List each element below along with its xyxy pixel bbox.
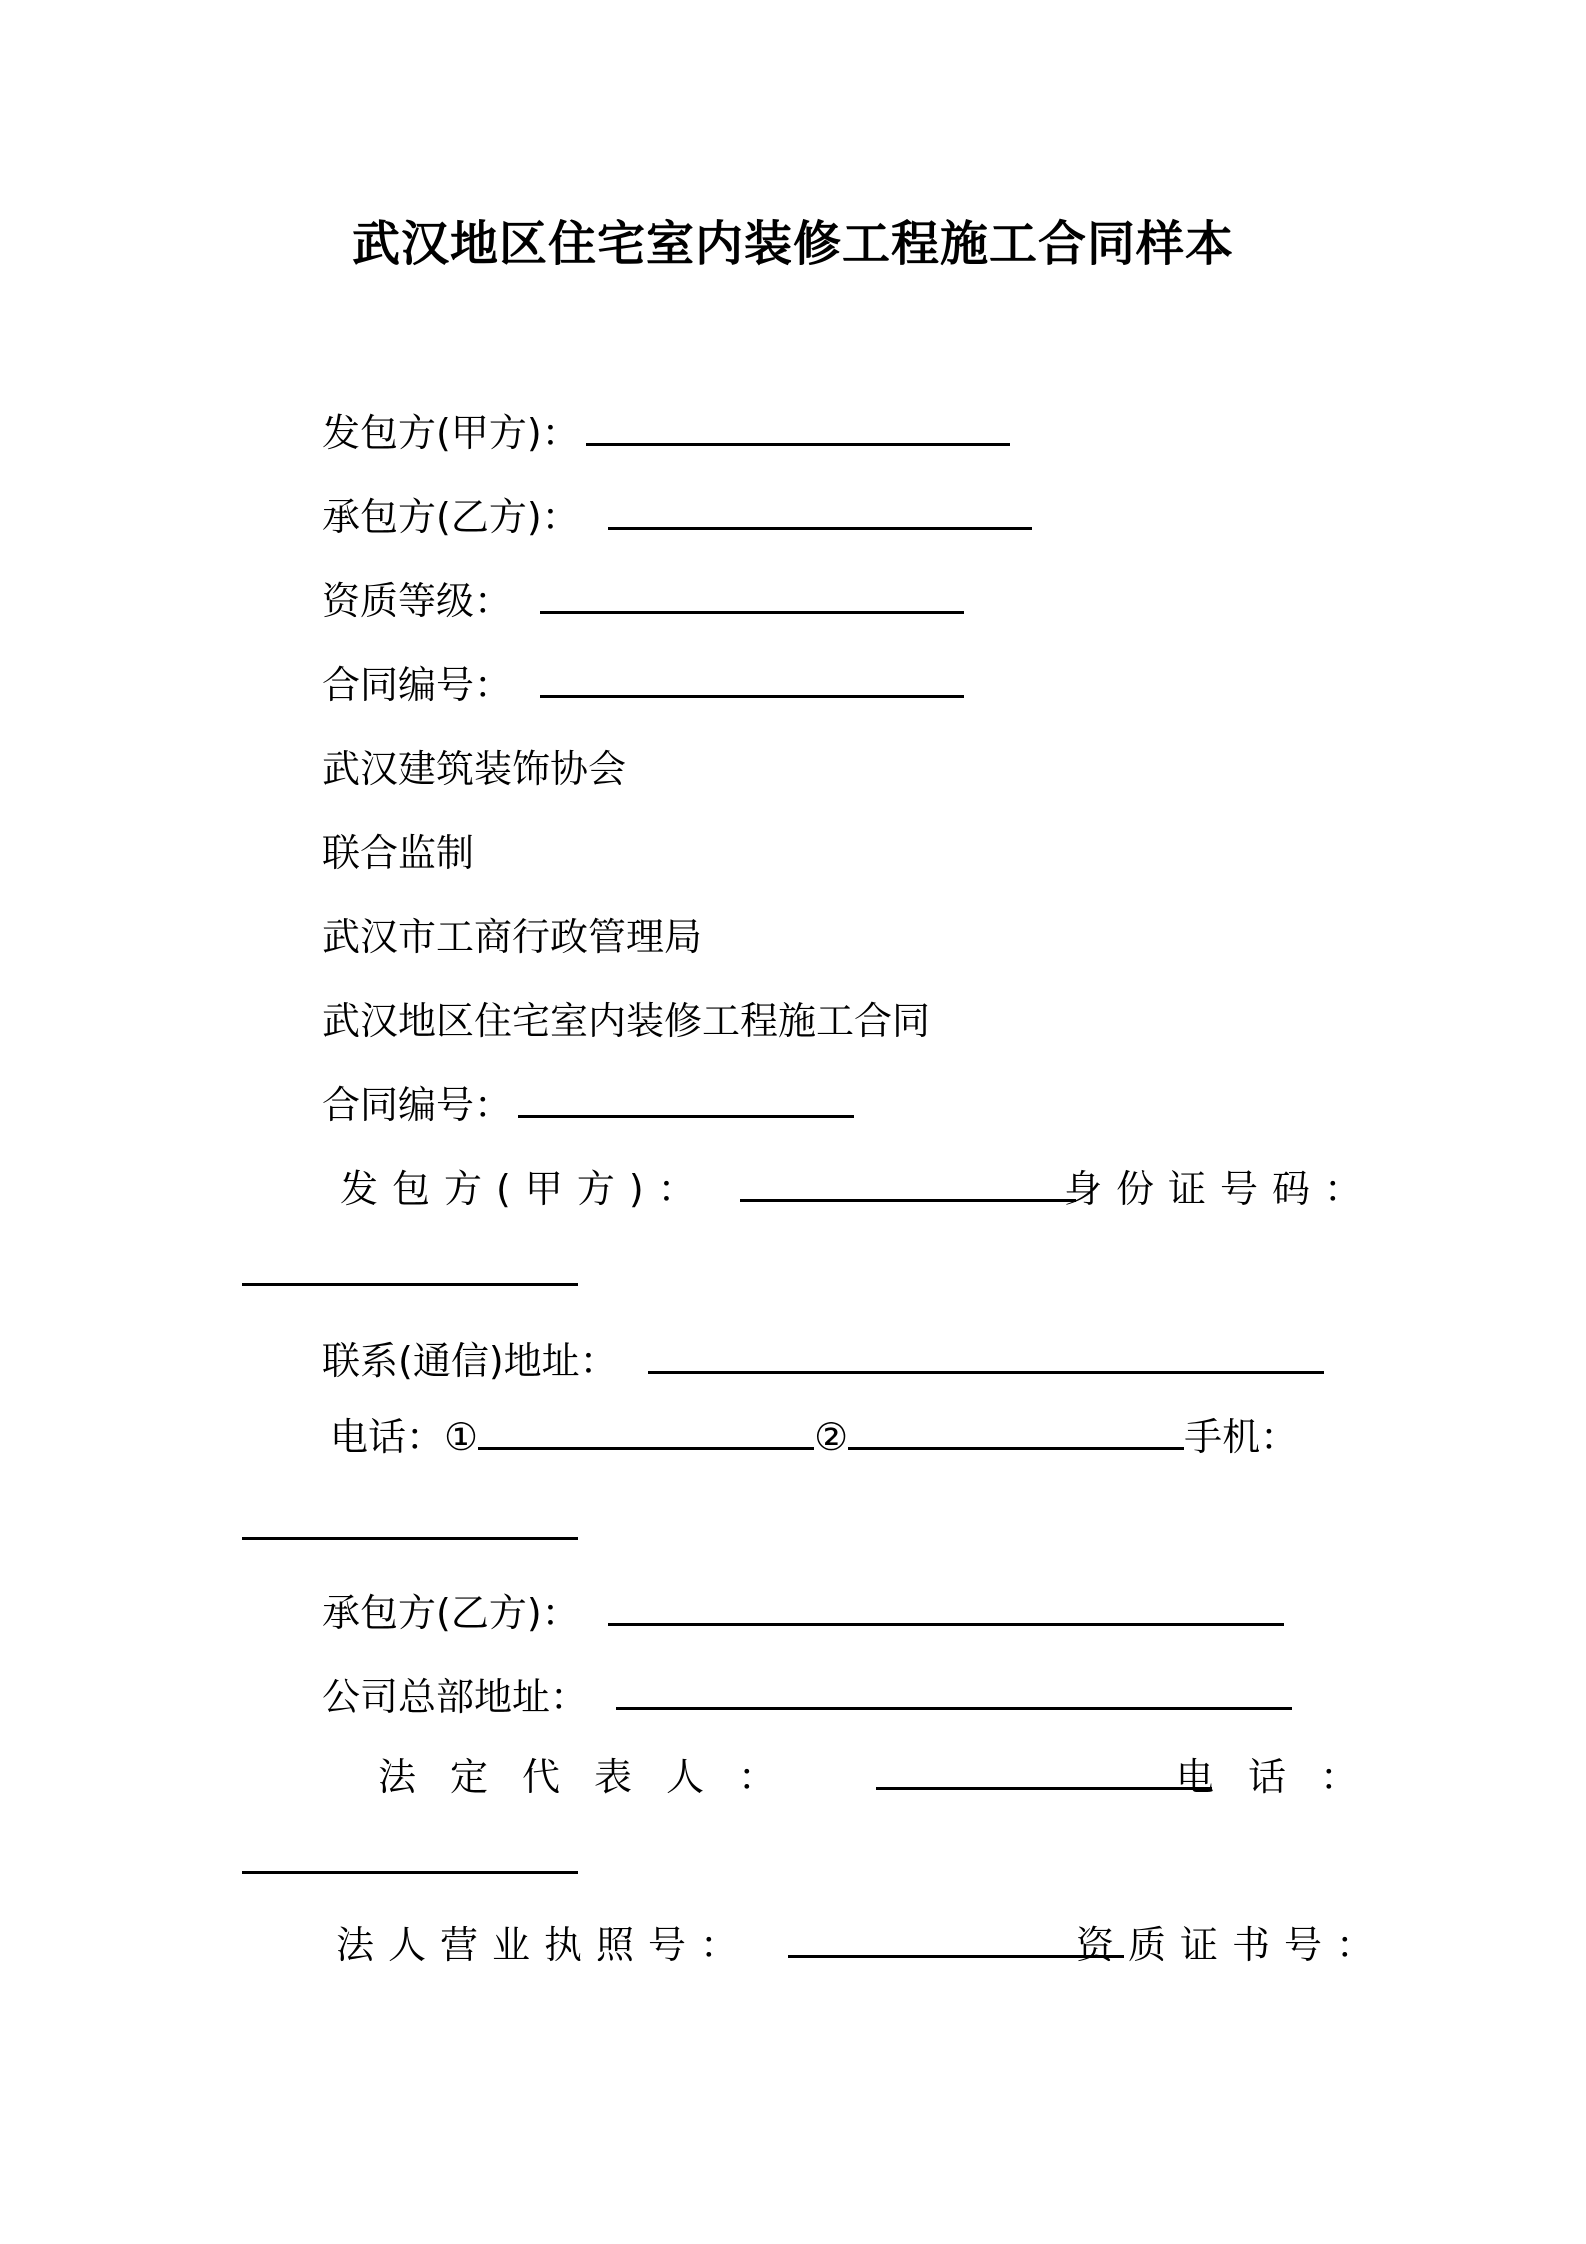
form-legal-phone-row: [1176, 1752, 1392, 1802]
form-phone-row: [330, 1412, 1298, 1462]
cover-party-b-label: 承包方(乙方)：: [322, 495, 580, 539]
form-id-number-field[interactable]: [242, 1249, 578, 1286]
cover-party-b-field[interactable]: [608, 493, 1032, 530]
form-address-row: [322, 1336, 1324, 1386]
form-id-number-field-row: [242, 1248, 578, 1298]
cover-party-b-row: [322, 492, 1032, 542]
form-mobile-field[interactable]: [242, 1503, 578, 1540]
cover-party-a-field[interactable]: [586, 409, 1010, 446]
cover-qualification-label: 资质等级：: [322, 579, 513, 623]
cover-qualification-field[interactable]: [540, 577, 964, 614]
form-mobile-field-row: [242, 1502, 578, 1552]
form-address-label: 联系(通信)地址：: [322, 1339, 618, 1383]
form-party-b-row: [322, 1588, 1284, 1638]
cover-qualification-row: [322, 576, 964, 626]
form-id-number-row: [1064, 1164, 1376, 1214]
cover-contract-no-row: [322, 660, 964, 710]
form-legal-rep-row: [378, 1752, 1212, 1802]
form-cert-label: 资质证书号：: [1076, 1923, 1389, 1967]
form-party-b-field[interactable]: [608, 1589, 1284, 1626]
form-phone-2-field[interactable]: [848, 1413, 1184, 1450]
form-phone-1-field[interactable]: [478, 1413, 814, 1450]
form-hq-address-label: 公司总部地址：: [322, 1675, 589, 1719]
cover-joint-supervision: 联合监制: [322, 831, 475, 875]
form-mobile-label: 手机：: [1184, 1415, 1299, 1459]
phone-mark-2: ②: [814, 1415, 849, 1459]
cover-contract-no-label: 合同编号：: [322, 663, 513, 707]
cover-contract-no-field[interactable]: [540, 661, 964, 698]
form-license-label: 法人营业执照号：: [336, 1923, 753, 1967]
form-contract-no-row: [322, 1080, 854, 1130]
form-contract-no-field[interactable]: [518, 1081, 854, 1118]
form-license-field[interactable]: [788, 1921, 1124, 1958]
form-party-a-field[interactable]: [740, 1165, 1076, 1202]
form-cert-row: [1076, 1920, 1388, 1970]
form-legal-phone-field-row: [242, 1836, 578, 1886]
form-phone-label: 电话：: [330, 1415, 445, 1459]
document-title: 武汉地区住宅室内装修工程施工合同样本: [351, 216, 1234, 272]
form-address-field[interactable]: [648, 1337, 1324, 1374]
form-legal-phone-label: 电话：: [1176, 1755, 1393, 1799]
form-party-a-row: [340, 1164, 1076, 1214]
phone-mark-1: ①: [444, 1415, 479, 1459]
form-party-a-label: 发包方(甲方)：: [340, 1167, 710, 1211]
cover-party-a-row: [322, 408, 1010, 458]
form-id-number-label: 身份证号码：: [1064, 1167, 1377, 1211]
form-party-b-label: 承包方(乙方)：: [322, 1591, 580, 1635]
cover-party-a-label: 发包方(甲方)：: [322, 411, 580, 455]
form-hq-address-row: [322, 1672, 1292, 1722]
form-contract-no-label: 合同编号：: [322, 1083, 513, 1127]
form-legal-rep-field[interactable]: [876, 1753, 1212, 1790]
cover-contract-name: 武汉地区住宅室内装修工程施工合同: [322, 999, 931, 1043]
form-legal-rep-label: 法定代表人：: [378, 1755, 811, 1799]
form-license-row: [336, 1920, 1124, 1970]
cover-association: 武汉建筑装饰协会: [322, 747, 627, 791]
cover-bureau: 武汉市工商行政管理局: [322, 915, 703, 959]
form-hq-address-field[interactable]: [616, 1673, 1292, 1710]
form-legal-phone-field[interactable]: [242, 1837, 578, 1874]
